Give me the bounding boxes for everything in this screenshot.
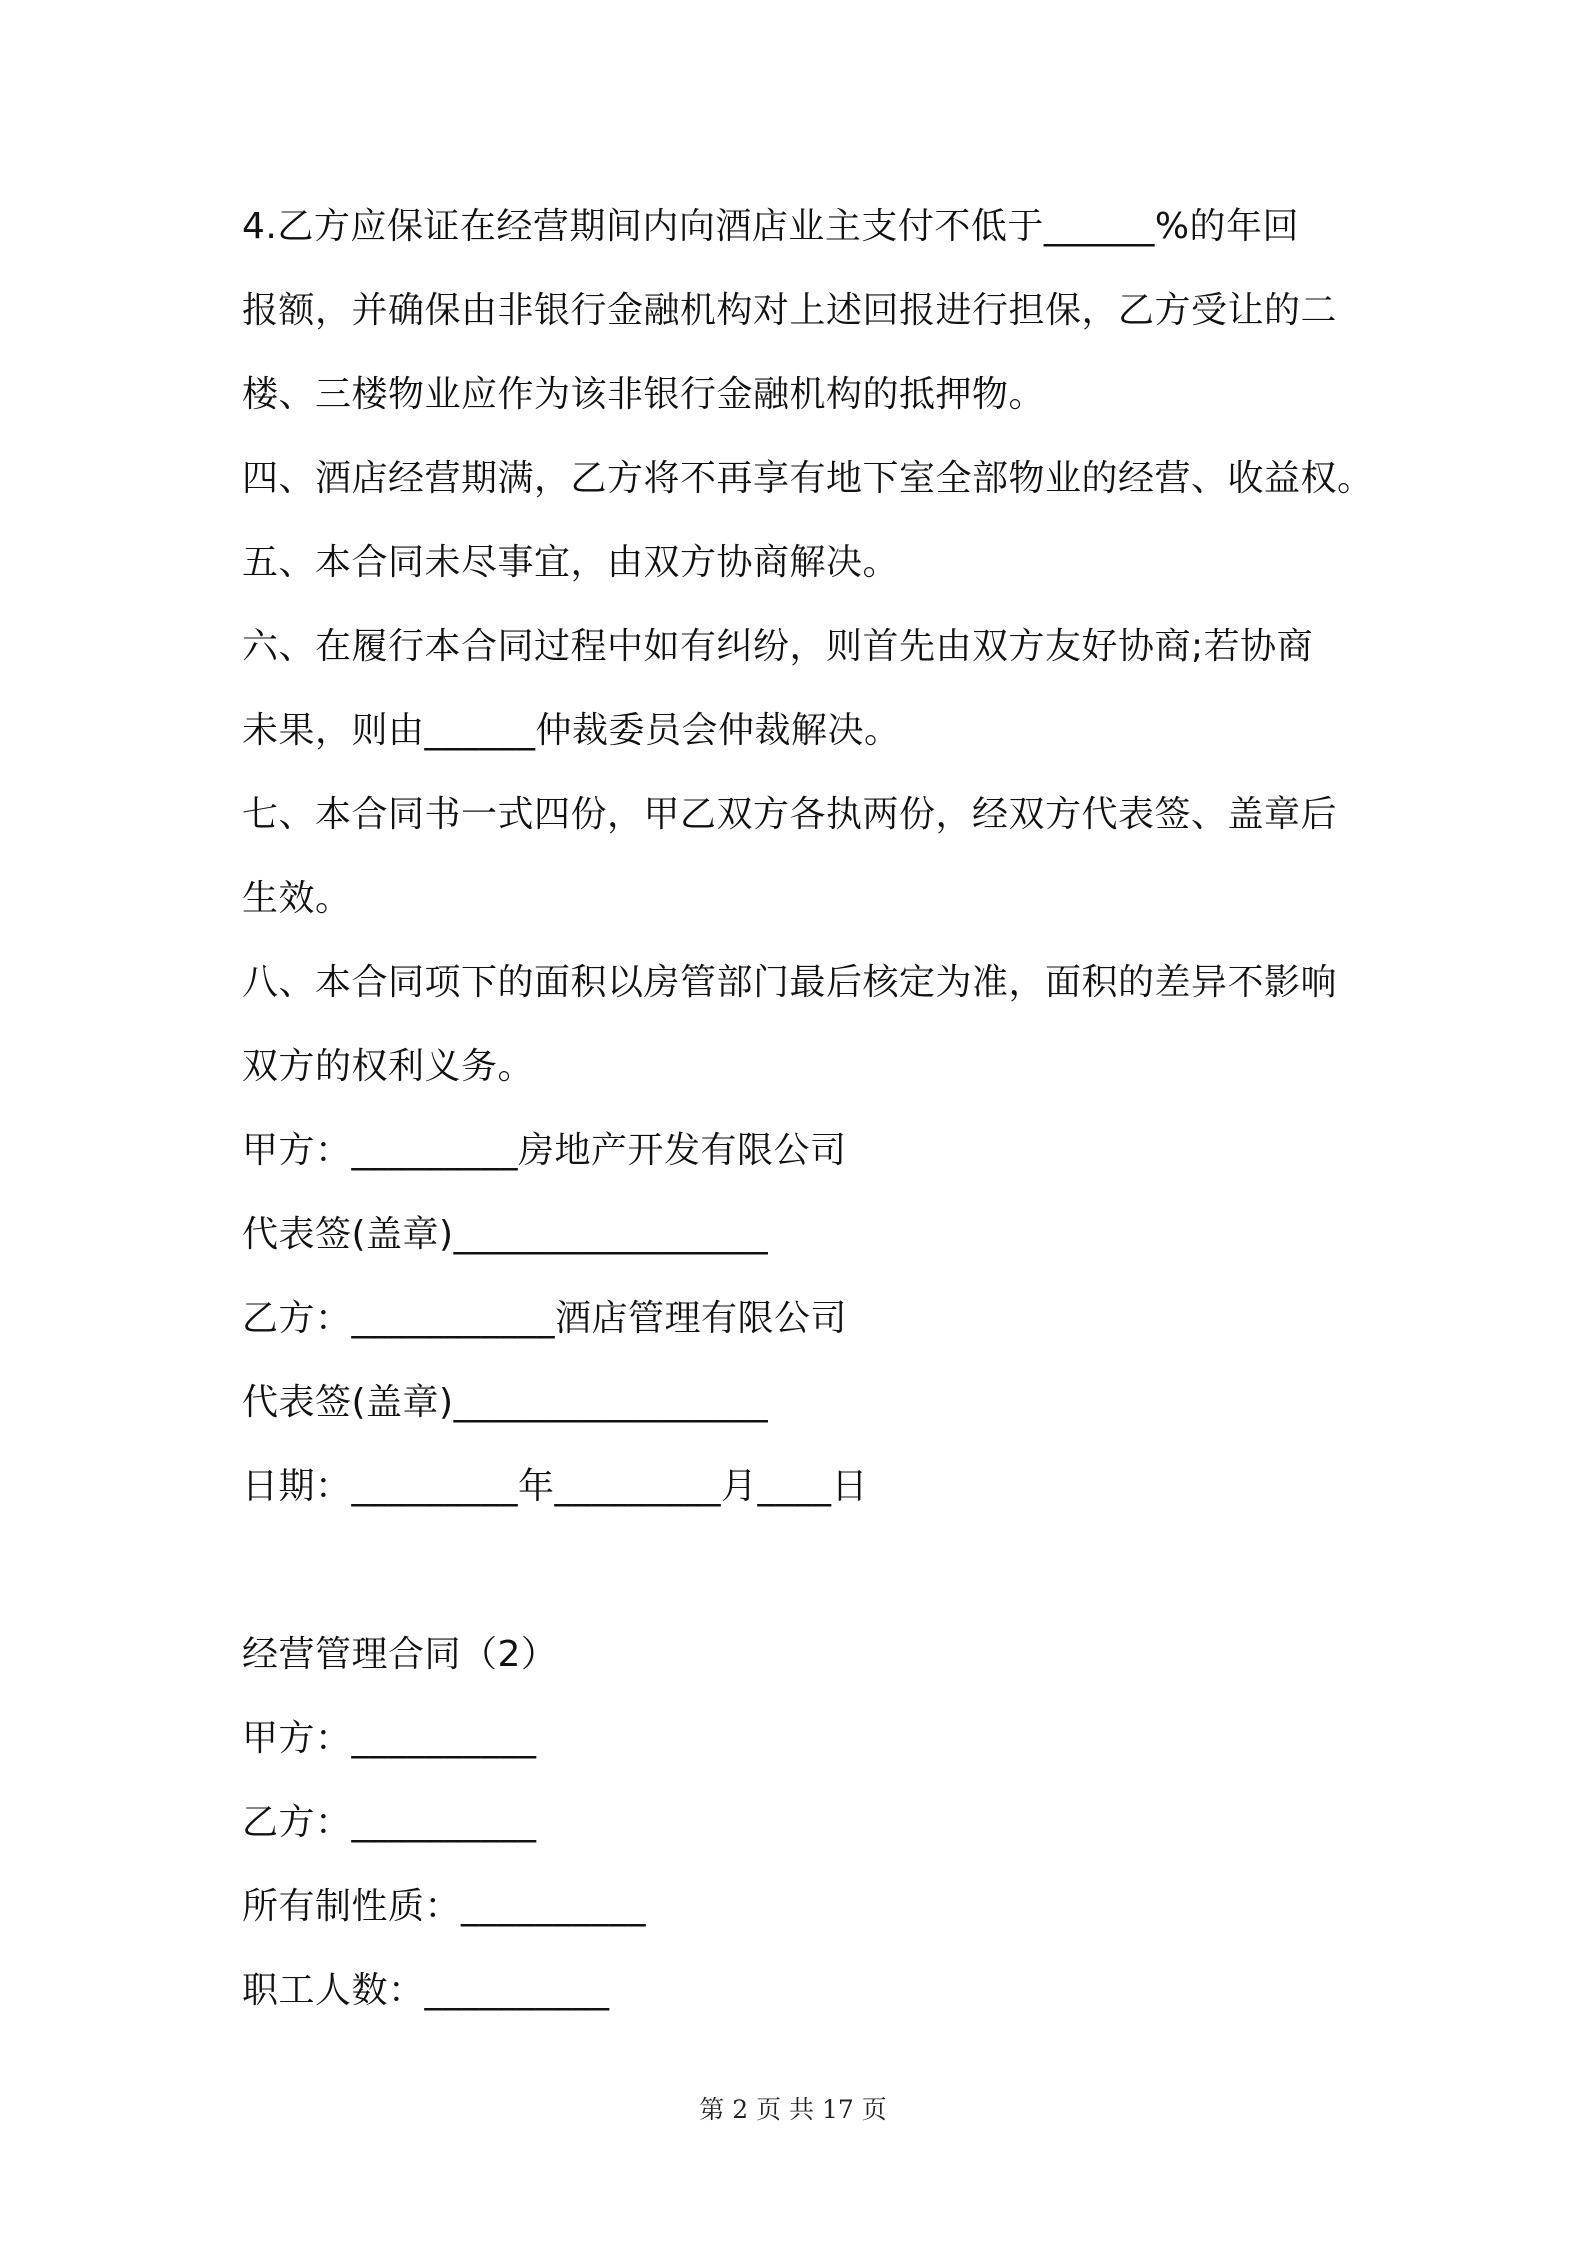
clause-six-line-2: 未果，则由______仲裁委员会仲裁解决。 (242, 710, 901, 751)
contract-2-staff-count: 职工人数：__________ (242, 1970, 610, 2011)
contract-2-ownership: 所有制性质：__________ (242, 1886, 647, 1927)
clause-eight-line-1: 八、本合同项下的面积以房管部门最后核定为准，面积的差异不影响 (242, 962, 1338, 1003)
page-number-footer: 第 2 页 共 17 页 (699, 2095, 887, 2124)
clause-4-line-2: 报额，并确保由非银行金融机构对上述回报进行担保，乙方受让的二 (242, 290, 1338, 331)
clause-four: 四、酒店经营期满，乙方将不再享有地下室全部物业的经营、收益权。 (242, 458, 1374, 499)
contract-2-party-a: 甲方：__________ (242, 1718, 537, 1759)
date-line: 日期：_________年_________月____日 (242, 1466, 869, 1507)
party-a-line: 甲方：_________房地产开发有限公司 (242, 1130, 847, 1171)
clause-4-line-3: 楼、三楼物业应作为该非银行金融机构的抵押物。 (242, 374, 1046, 415)
party-b-line: 乙方：___________酒店管理有限公司 (242, 1298, 848, 1339)
contract-2-title: 经营管理合同（2） (242, 1634, 558, 1675)
clause-4-line-1: 4.乙方应保证在经营期间内向酒店业主支付不低于______%的年回 (242, 206, 1300, 247)
party-a-rep-signature: 代表签(盖章)_________________ (242, 1214, 769, 1255)
clause-eight-line-2: 双方的权利义务。 (242, 1046, 535, 1087)
clause-six-line-1: 六、在履行本合同过程中如有纠纷，则首先由双方友好协商;若协商 (242, 626, 1314, 667)
clause-five: 五、本合同未尽事宜，由双方协商解决。 (242, 542, 900, 583)
clause-seven-line-1: 七、本合同书一式四份，甲乙双方各执两份，经双方代表签、盖章后 (242, 794, 1338, 835)
clause-seven-line-2: 生效。 (242, 878, 352, 919)
party-b-rep-signature: 代表签(盖章)_________________ (242, 1382, 769, 1423)
contract-2-party-b: 乙方：__________ (242, 1802, 537, 1843)
